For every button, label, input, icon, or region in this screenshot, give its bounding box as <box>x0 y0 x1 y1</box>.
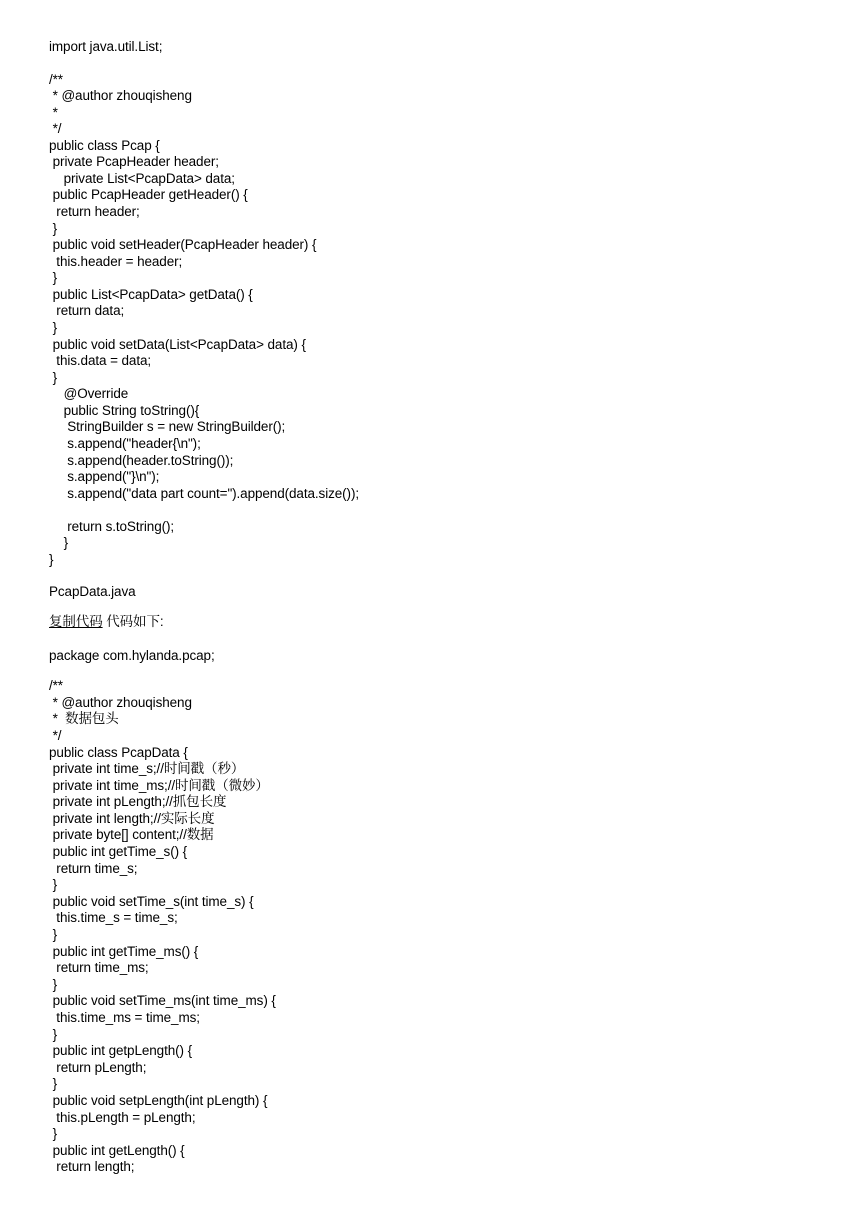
code-line: } <box>49 1126 58 1141</box>
code-line: public class Pcap { <box>49 138 160 153</box>
code-line: public int getpLength() { <box>49 1043 192 1058</box>
code-line: s.append("}\n"); <box>49 469 160 484</box>
code-line: private int time_ms;//时间戳（微妙） <box>49 778 269 793</box>
code-line: * @author zhouqisheng <box>49 695 192 710</box>
code-line: * <box>49 105 58 120</box>
code-line: public void setHeader(PcapHeader header) { <box>49 237 317 252</box>
code-line: public class PcapData { <box>49 745 188 760</box>
code-line: private int length;//实际长度 <box>49 811 215 826</box>
copy-code-row <box>49 614 164 630</box>
code-line: private PcapHeader header; <box>49 154 219 169</box>
code-line: */ <box>49 121 62 136</box>
code-line: package com.hylanda.pcap; <box>49 648 215 663</box>
code-line: private int pLength;//抓包长度 <box>49 794 227 809</box>
code-line: return time_s; <box>49 861 138 876</box>
code-line: @Override <box>49 386 129 401</box>
code-line: * @author zhouqisheng <box>49 88 192 103</box>
code-line: private int time_s;//时间戳（秒） <box>49 761 245 776</box>
code-line: return data; <box>49 303 125 318</box>
code-line: return pLength; <box>49 1060 147 1075</box>
code-line: this.time_ms = time_ms; <box>49 1010 200 1025</box>
code-line: } <box>49 370 58 385</box>
code-line: return time_ms; <box>49 960 149 975</box>
code-line: public int getTime_s() { <box>49 844 188 859</box>
code-line: } <box>49 552 54 567</box>
code-line: s.append("data part count=").append(data.size()); <box>49 486 359 501</box>
code-line: } <box>49 1076 58 1091</box>
code-line: } <box>49 877 58 892</box>
code-intro-label: 代码如下: <box>102 614 164 629</box>
code-line: public void setData(List<PcapData> data) { <box>49 337 306 352</box>
code-line: public PcapHeader getHeader() { <box>49 187 248 202</box>
code-line: s.append("header{\n"); <box>49 436 201 451</box>
code-line: public List<PcapData> getData() { <box>49 287 253 302</box>
code-line: } <box>49 1027 58 1042</box>
code-line: } <box>49 270 58 285</box>
code-line: } <box>49 535 69 550</box>
copy-code-link[interactable]: 复制代码 <box>49 614 103 629</box>
code-line: public int getTime_ms() { <box>49 944 199 959</box>
code-line: return s.toString(); <box>49 519 175 534</box>
code-line: */ <box>49 728 62 743</box>
code-line: } <box>49 927 58 942</box>
code-line: public void setpLength(int pLength) { <box>49 1093 268 1108</box>
code-line: return header; <box>49 204 140 219</box>
code-line: this.data = data; <box>49 353 152 368</box>
code-line: /** <box>49 678 63 693</box>
code-line: return length; <box>49 1159 135 1174</box>
code-line: StringBuilder s = new StringBuilder(); <box>49 419 286 434</box>
section-heading: PcapData.java <box>49 584 136 599</box>
code-line: /** <box>49 72 63 87</box>
code-line: this.header = header; <box>49 254 183 269</box>
code-line: public String toString(){ <box>49 403 200 418</box>
code-line: } <box>49 977 58 992</box>
code-line: s.append(header.toString()); <box>49 453 234 468</box>
code-line: public int getLength() { <box>49 1143 185 1158</box>
code-line: import java.util.List; <box>49 39 163 54</box>
code-line: * 数据包头 <box>49 711 119 726</box>
code-line: private List<PcapData> data; <box>49 171 235 186</box>
code-line: this.pLength = pLength; <box>49 1110 196 1125</box>
code-line: this.time_s = time_s; <box>49 910 178 925</box>
code-line: public void setTime_s(int time_s) { <box>49 894 254 909</box>
code-line: } <box>49 221 58 236</box>
code-line: } <box>49 320 58 335</box>
code-line: public void setTime_ms(int time_ms) { <box>49 993 276 1008</box>
code-line: private byte[] content;//数据 <box>49 827 214 842</box>
